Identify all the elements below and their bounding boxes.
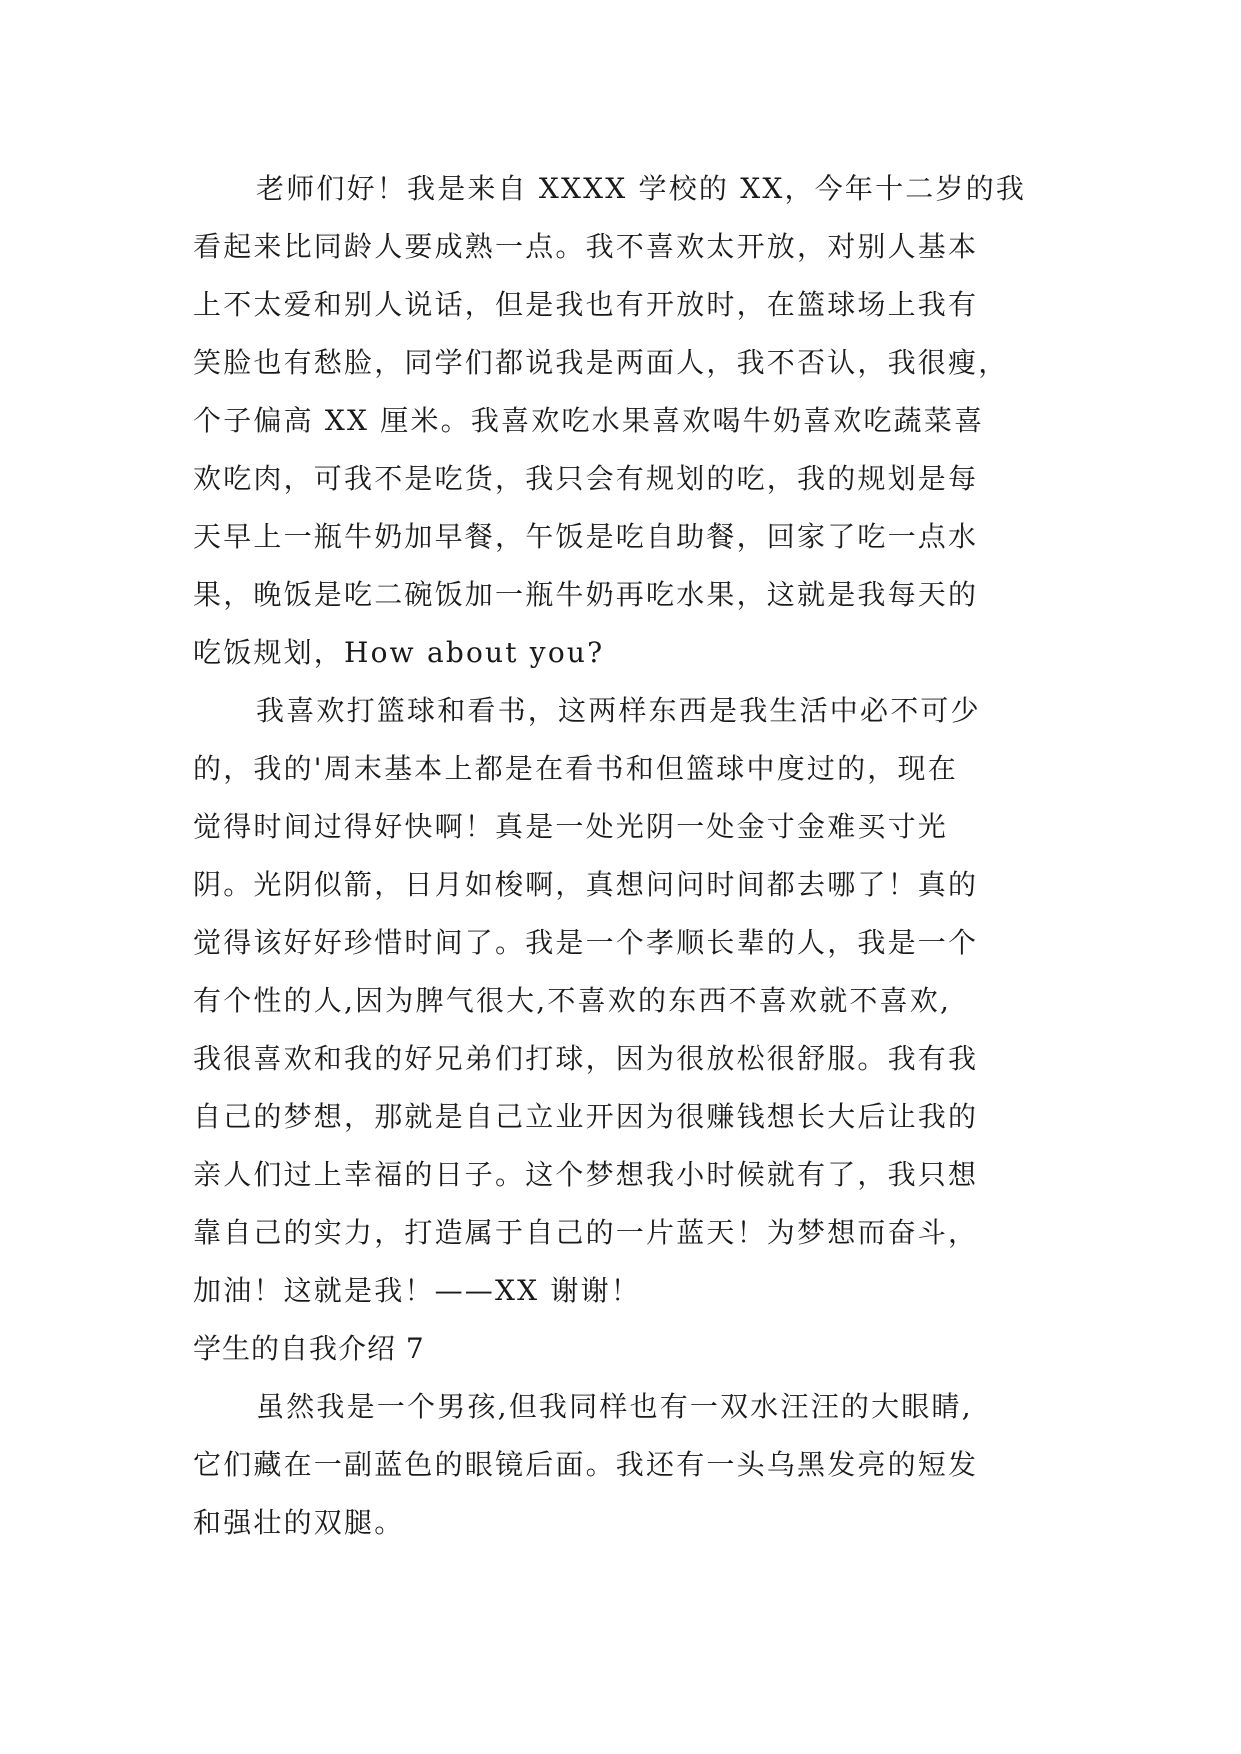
text-line: 虽然我是一个男孩,但我同样也有一双水汪汪的大眼睛,: [256, 1390, 973, 1423]
text-line: 靠自己的实力，打造属于自己的一片蓝天！为梦想而奋斗，: [193, 1216, 979, 1249]
text-line: 个子偏高 XX 厘米。我喜欢吃水果喜欢喝牛奶喜欢吃蔬菜喜: [193, 404, 985, 437]
document-body: [193, 160, 1053, 1552]
text-line: 阴。光阴似箭，日月如梭啊，真想问问时间都去哪了！真的: [193, 868, 979, 901]
paragraph-appearance: [193, 1378, 1053, 1552]
text-line: 看起来比同龄人要成熟一点。我不喜欢太开放，对别人基本: [193, 230, 979, 263]
text-line: 自己的梦想，那就是自己立业开因为很赚钱想长大后让我的: [193, 1100, 979, 1133]
text-line: 我喜欢打篮球和看书，这两样东西是我生活中必不可少: [256, 694, 981, 727]
text-line: 加油！这就是我！——XX 谢谢！: [193, 1274, 641, 1307]
text-line: 我很喜欢和我的好兄弟们打球，因为很放松很舒服。我有我: [193, 1042, 979, 1075]
text-line: 觉得时间过得好快啊！真是一处光阴一处金寸金难买寸光: [193, 810, 949, 843]
text-line: 天早上一瓶牛奶加早餐，午饭是吃自助餐，回家了吃一点水: [193, 520, 979, 553]
paragraph-hobbies-and-dreams: [193, 682, 1053, 1320]
section-heading: 学生的自我介绍 7: [193, 1332, 425, 1365]
text-line: 和强壮的双腿。: [193, 1506, 405, 1539]
paragraph-self-introduction: [193, 160, 1053, 682]
text-line: 欢吃肉，可我不是吃货，我只会有规划的吃，我的规划是每: [193, 462, 979, 495]
text-line: 笑脸也有愁脸，同学们都说我是两面人，我不否认，我很瘦，: [193, 346, 1009, 379]
text-line: 它们藏在一副蓝色的眼镜后面。我还有一头乌黑发亮的短发: [193, 1448, 979, 1481]
text-line: 有个性的人,因为脾气很大,不喜欢的东西不喜欢就不喜欢,: [193, 984, 952, 1017]
text-line: 老师们好！我是来自 XXXX 学校的 XX，今年十二岁的我: [256, 172, 1027, 205]
text-line: 亲人们过上幸福的日子。这个梦想我小时候就有了，我只想: [193, 1158, 979, 1191]
text-line: 觉得该好好珍惜时间了。我是一个孝顺长辈的人，我是一个: [193, 926, 979, 959]
text-line: 的，我的'周末基本上都是在看书和但篮球中度过的，现在: [193, 752, 958, 785]
text-line: 果，晚饭是吃二碗饭加一瓶牛奶再吃水果，这就是我每天的: [193, 578, 979, 611]
text-line: 吃饭规划，How about you?: [193, 636, 605, 669]
text-line: 上不太爱和别人说话，但是我也有开放时，在篮球场上我有: [193, 288, 979, 321]
